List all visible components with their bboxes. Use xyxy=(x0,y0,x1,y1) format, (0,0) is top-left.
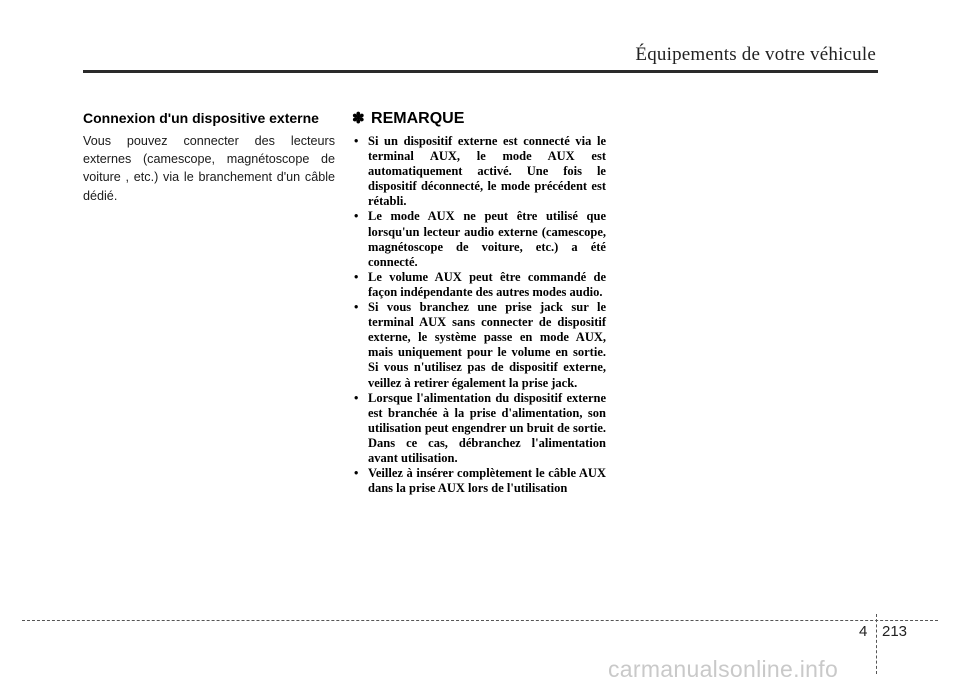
watermark: carmanualsonline.info xyxy=(608,656,839,682)
note-item-text: Si vous branchez une prise jack sur le terminal AUX sans connecter de dispositif externe, le système passe en mode AUX, mais uniquement pour le volume en sortie. Si vous n'utilisez pas de dispositif externe, veillez à retirer également la prise jack. xyxy=(368,300,606,390)
note-list xyxy=(352,134,606,496)
note-item xyxy=(352,209,606,269)
note-item xyxy=(352,300,606,391)
bullet-icon: • xyxy=(354,390,359,405)
footer-dashed-rule xyxy=(22,620,938,621)
note-item xyxy=(352,391,606,466)
note-item-text: Lorsque l'alimentation du dispositif externe est branchée à la prise d'alimentation, son utilisation peut engendrer un bruit de sortie. Dans ce cas, débranchez l'alimentation avant utilisation. xyxy=(368,390,606,465)
note-item-text: Veillez à insérer complètement le câble AUX dans la prise AUX lors de l'utilisation xyxy=(368,466,606,496)
note-item xyxy=(352,466,606,496)
footer-page-divider xyxy=(876,614,877,674)
section-heading: Connexion d'un dispositive externe xyxy=(83,110,319,126)
note-item-text: Le volume AUX peut être commandé de façon indépendante des autres modes audio. xyxy=(368,269,606,299)
note-item-text: Si un dispositif externe est connecté via le terminal AUX, le mode AUX est automatiquement activé. Une fois le dispositif déconnecté, le mode précédent est rétabli. xyxy=(368,134,606,209)
note-box xyxy=(352,111,606,496)
note-heading xyxy=(352,111,606,127)
note-mark-icon: ✽ xyxy=(352,110,365,127)
header-rule xyxy=(83,70,878,73)
note-item-text: Le mode AUX ne peut être utilisé que lorsqu'un lecteur audio externe (camescope, magnétoscope de voiture, etc.) a été connecté. xyxy=(368,209,606,269)
bullet-icon: • xyxy=(354,466,359,481)
chapter-number: 4 xyxy=(859,623,868,640)
bullet-icon: • xyxy=(354,209,359,224)
note-item xyxy=(352,270,606,300)
bullet-icon: • xyxy=(354,134,359,148)
note-heading-label: REMARQUE xyxy=(371,110,465,127)
left-column xyxy=(83,111,335,205)
bullet-icon: • xyxy=(354,300,359,315)
section-body-text: Vous pouvez connecter des lecteurs externes (camescope, magnétoscope de voiture , etc.) via le branchement d'un câble dédié. xyxy=(83,134,335,203)
page-header-title: Équipements de votre véhicule xyxy=(635,44,876,65)
note-item xyxy=(352,134,606,209)
bullet-icon: • xyxy=(354,269,359,284)
page-number: 213 xyxy=(882,623,908,640)
